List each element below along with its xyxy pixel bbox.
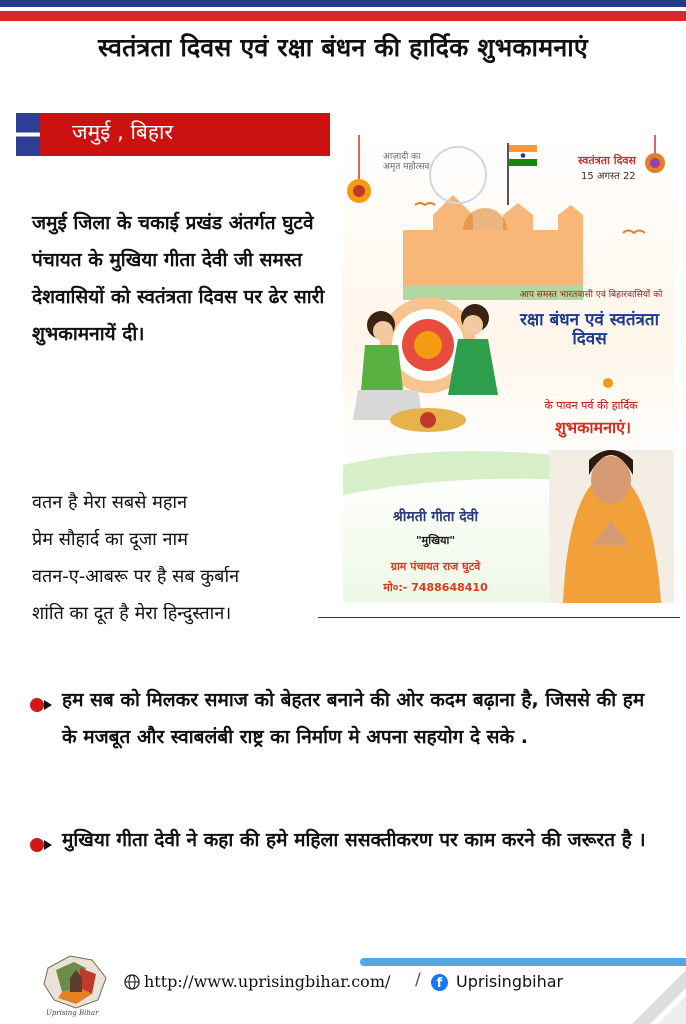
poster-date: 15 अगस्त 22 bbox=[581, 171, 636, 182]
website-link[interactable]: http://www.uprisingbihar.com/ bbox=[144, 972, 391, 991]
globe-icon bbox=[124, 974, 140, 990]
facebook-icon[interactable]: f bbox=[431, 974, 448, 991]
lead-paragraph: जमुई जिला के चकाई प्रखंड अंतर्गत घुटवे पंचायत के मुखिया गीता देवी जी समस्त देशवासियों को स्वतंत्रता दिवस पर ढेर सारी शुभकामनायें दी। bbox=[32, 212, 325, 345]
poster-gram-panchayat: ग्राम पंचायत राज घुटवे bbox=[390, 560, 481, 573]
poem-line: वतन है मेरा सबसे महान bbox=[32, 492, 188, 513]
bird-icon bbox=[623, 231, 645, 234]
poster-name: श्रीमती गीता देवी bbox=[392, 509, 479, 525]
divider bbox=[318, 617, 680, 618]
poster-title: "मुखिया" bbox=[415, 534, 456, 547]
poster-pavan: के पावन पर्व की हार्दिक bbox=[544, 399, 638, 412]
top-red-stripe bbox=[0, 11, 686, 21]
poster-shubhkamnaye: शुभकामनाएं। bbox=[554, 418, 632, 437]
poster-greeting: आप समस्त भारतवासी एवं बिहारवासियों को bbox=[519, 290, 663, 300]
bullet-paragraph: मुखिया गीता देवी ने कहा की हमे महिला ससक्तीकरण पर काम करने की जरूरत है । bbox=[62, 829, 646, 851]
red-fort-illustration bbox=[403, 147, 583, 300]
facebook-link[interactable]: Uprisingbihar bbox=[456, 972, 564, 991]
footer-separator: / bbox=[415, 970, 421, 990]
poem-line: शांति का दूत है मेरा हिन्दुस्तान। bbox=[32, 603, 232, 624]
bullet-paragraph: हम सब को मिलकर समाज को बेहतर बनाने की ओर कदम बढ़ाना है, जिससे की हम के मजबूत और स्वाबलंबी राष्ट्र का निर्माण मे अपना सहयोग दे सके . bbox=[62, 689, 645, 748]
poem bbox=[32, 484, 342, 632]
bullet-icon bbox=[30, 698, 44, 712]
flag-accent bbox=[16, 113, 40, 156]
top-blue-stripe bbox=[0, 0, 686, 7]
location-label: जमुई , बिहार bbox=[72, 120, 174, 144]
poster-svatantrata: स्वतंत्रता दिवस bbox=[578, 154, 636, 167]
mukhiya-portrait bbox=[549, 450, 674, 603]
poem-line: वतन-ए-आबरू पर है सब कुर्बान bbox=[32, 566, 240, 587]
puja-thali-icon bbox=[390, 408, 466, 432]
rakhi-icon bbox=[645, 135, 665, 173]
logo-caption: Uprising Bihar bbox=[46, 1009, 99, 1017]
poster-raksha-title: रक्षा बंधन एवं स्वतंत्रता दिवस bbox=[520, 310, 659, 349]
rakhi-icon bbox=[347, 135, 371, 203]
poem-line: प्रेम सौहार्द का दूजा नाम bbox=[32, 529, 188, 550]
flower-icon bbox=[603, 378, 613, 388]
poster-mobile: मो०:- 7488648410 bbox=[383, 581, 488, 594]
india-flag-icon bbox=[508, 143, 537, 205]
bird-icon bbox=[415, 203, 435, 205]
greeting-poster bbox=[343, 135, 674, 603]
bullet-icon bbox=[30, 838, 44, 852]
corner-decoration bbox=[622, 958, 686, 1024]
headline: स्वतंत्रता दिवस एवं रक्षा बंधन की हार्दिक शुभकामनाएं bbox=[98, 33, 588, 62]
azadi-line: आज़ादी का bbox=[383, 152, 421, 162]
azadi-logo-text bbox=[383, 152, 429, 172]
azadi-line: अमृत महोत्सव bbox=[383, 162, 430, 172]
